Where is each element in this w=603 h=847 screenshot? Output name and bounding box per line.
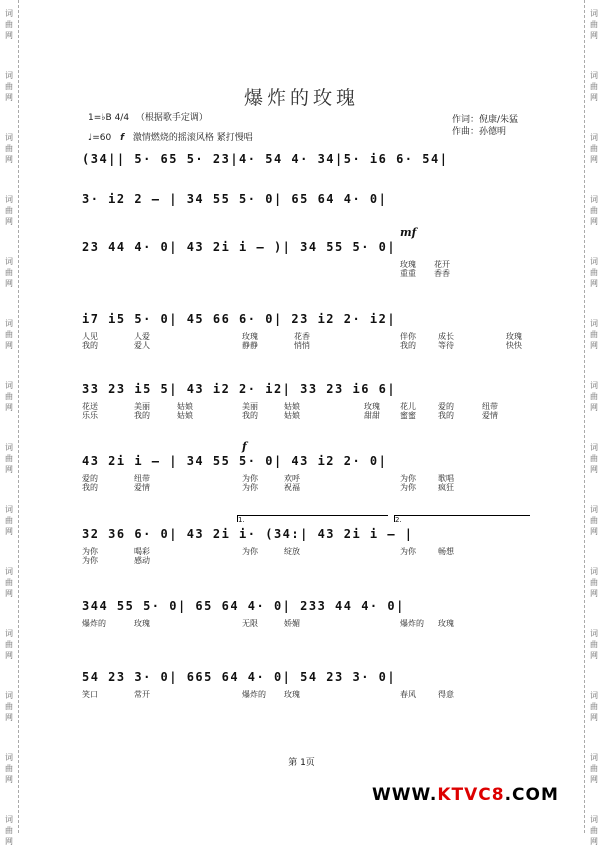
site-logo: WWW.KTVC8.COM (372, 785, 559, 805)
watermark-text: 词 曲 网 (5, 381, 13, 412)
tempo-line (88, 132, 253, 144)
lyric-syllable: 我的 (82, 341, 98, 350)
lyric-syllable: 玫瑰 (364, 402, 380, 411)
watermark-text: 词 曲 网 (5, 815, 13, 846)
lyric-syllable: 姑娘 (284, 411, 300, 420)
lyric-syllable: 为你 (242, 547, 258, 556)
score-row (82, 312, 532, 352)
lyric-syllable: 纽带 (134, 474, 150, 483)
watermark-text: 词 曲 网 (5, 443, 13, 474)
key-signature: 1=♭B 4/4 （根据歌手定调） (88, 113, 208, 123)
notation-line: 344 55 5· 0| 65 64 4· 0| 233 44 4· 0| (82, 599, 405, 613)
lyric-syllable: 乐乐 (82, 411, 98, 420)
watermark-text: 词 曲 网 (5, 9, 13, 40)
lyric-syllable: 香香 (434, 269, 450, 278)
watermark-text: 词 曲 网 (590, 381, 598, 412)
lyric-syllable: 静静 (242, 341, 258, 350)
lyric-syllable: 重重 (400, 269, 416, 278)
lyric-syllable: 悄悄 (294, 341, 310, 350)
watermark-text: 词 曲 网 (590, 629, 598, 660)
dynamic-marking: f (242, 440, 247, 453)
lyric-syllable: 我的 (134, 411, 150, 420)
watermark-text: 词 曲 网 (5, 753, 13, 784)
page-number: 第 1页 (288, 758, 315, 768)
lyric-syllable: 绽放 (284, 547, 300, 556)
lyric-syllable: 爆炸的 (400, 619, 424, 628)
watermark-text: 词 曲 网 (5, 505, 13, 536)
lyric-syllable: 欢呼 (284, 474, 300, 483)
lyric-syllable: 爆炸的 (242, 690, 266, 699)
lyric-syllable: 我的 (82, 483, 98, 492)
watermark-text: 词 曲 网 (590, 815, 598, 846)
watermark-text: 词 曲 网 (5, 629, 13, 660)
lyric-syllable: 美丽 (134, 402, 150, 411)
lyric-syllable: 爱人 (134, 341, 150, 350)
lyric-syllable: 花香 (294, 332, 310, 341)
watermark-text: 词 曲 网 (590, 71, 598, 102)
opening-dynamic: f (120, 133, 125, 143)
lyric-syllable: 常开 (134, 690, 150, 699)
score-row (82, 440, 532, 494)
watermark-text: 词 曲 网 (590, 753, 598, 784)
watermark-text: 词 曲 网 (590, 505, 598, 536)
lyric-syllable: 我的 (242, 411, 258, 420)
notation-line: (34|| 5· 65 5· 23|4· 54 4· 34|5· i6 6· 54| (82, 152, 449, 166)
volta-second: 2. (394, 515, 530, 522)
lyric-syllable: 畅想 (438, 547, 454, 556)
watermark-text: 词 曲 网 (5, 133, 13, 164)
lyric-syllable: 伴你 (400, 332, 416, 341)
lyric-syllable: 花儿 (400, 402, 416, 411)
lyric-syllable: 爱情 (482, 411, 498, 420)
lyricist: 作词：倪康/朱猛 (452, 115, 519, 125)
lyric-syllable: 歌唱 (438, 474, 454, 483)
lyric-syllable: 为你 (400, 483, 416, 492)
lyric-syllable: 快快 (506, 341, 522, 350)
watermark-text: 词 曲 网 (5, 691, 13, 722)
lyric-syllable: 得意 (438, 690, 454, 699)
notation-line: i7 i5 5· 0| 45 66 6· 0| 23 i2 2· i2| (82, 312, 397, 326)
lyric-syllable: 爱的 (82, 474, 98, 483)
credits (452, 114, 518, 138)
lyric-syllable: 姑娘 (177, 402, 193, 411)
notation-line: 3· i2 2 – | 34 55 5· 0| 65 64 4· 0| (82, 192, 388, 206)
lyric-syllable: 玫瑰 (242, 332, 258, 341)
lyric-syllable: 花送 (82, 402, 98, 411)
lyric-syllable: 感动 (134, 556, 150, 565)
lyric-syllable: 春风 (400, 690, 416, 699)
lyric-syllable: 爱情 (134, 483, 150, 492)
lyric-syllable: 姑娘 (177, 411, 193, 420)
notation-line: 32 36 6· 0| 43 2i i· (34:| 43 2i i – | (82, 527, 414, 541)
song-title: 爆炸的玫瑰 (243, 87, 359, 109)
lyric-syllable: 我的 (438, 411, 454, 420)
score-row (82, 152, 532, 192)
lyric-syllable: 喝彩 (134, 547, 150, 556)
score-row (82, 382, 532, 422)
lyric-syllable: 我的 (400, 341, 416, 350)
score-row (82, 192, 532, 232)
watermark-text: 词 曲 网 (590, 567, 598, 598)
composer: 作曲：孙德明 (452, 127, 507, 137)
watermark-text: 词 曲 网 (5, 257, 13, 288)
lyric-syllable: 人见 (82, 332, 98, 341)
lyric-syllable: 姑娘 (284, 402, 300, 411)
dynamic-marking: mf (400, 226, 417, 239)
lyric-syllable: 纽带 (482, 402, 498, 411)
key-note: （根据歌手定调） (135, 113, 208, 123)
lyric-syllable: 为你 (82, 556, 98, 565)
score-row (82, 599, 532, 639)
watermark-text: 词 曲 网 (590, 691, 598, 722)
watermark-text: 词 曲 网 (590, 9, 598, 40)
lyric-syllable: 为你 (400, 474, 416, 483)
lyric-syllable: 爆炸的 (82, 619, 106, 628)
lyric-syllable: 无限 (242, 619, 258, 628)
lyric-syllable: 甜甜 (364, 411, 380, 420)
lyric-syllable: 为你 (242, 474, 258, 483)
lyric-syllable: 爱的 (438, 402, 454, 411)
volta-first: 1. (237, 515, 388, 522)
watermark-text: 词 曲 网 (590, 133, 598, 164)
lyric-syllable: 玫瑰 (134, 619, 150, 628)
lyric-syllable: 疯狂 (438, 483, 454, 492)
notation-line: 54 23 3· 0| 665 64 4· 0| 54 23 3· 0| (82, 670, 397, 684)
lyric-syllable: 祝福 (284, 483, 300, 492)
watermark-text: 词 曲 网 (5, 71, 13, 102)
notation-line: 33 23 i5 5| 43 i2 2· i2| 33 23 i6 6| (82, 382, 397, 396)
lyric-syllable: 为你 (242, 483, 258, 492)
tempo: ♩=60 (88, 133, 112, 143)
lyric-syllable: 美丽 (242, 402, 258, 411)
lyric-syllable: 成长 (438, 332, 454, 341)
watermark-text: 词 曲 网 (5, 195, 13, 226)
lyric-syllable: 蜜蜜 (400, 411, 416, 420)
lyric-syllable: 玫瑰 (438, 619, 454, 628)
left-watermark-strip (0, 0, 19, 846)
score-row (82, 670, 532, 710)
right-watermark-strip (584, 0, 603, 846)
lyric-syllable: 人爱 (134, 332, 150, 341)
watermark-text: 词 曲 网 (590, 319, 598, 350)
watermark-text: 词 曲 网 (590, 257, 598, 288)
watermark-text: 词 曲 网 (590, 195, 598, 226)
lyric-syllable: 为你 (82, 547, 98, 556)
notation-line: 43 2i i – | 34 55 5· 0| 43 i2 2· 0| (82, 454, 388, 468)
watermark-text: 词 曲 网 (5, 319, 13, 350)
watermark-text: 词 曲 网 (5, 567, 13, 598)
lyric-syllable: 花开 (434, 260, 450, 269)
lyric-syllable: 为你 (400, 547, 416, 556)
notation-line: 23 44 4· 0| 43 2i i – )| 34 55 5· 0| (82, 240, 397, 254)
lyric-syllable: 玫瑰 (284, 690, 300, 699)
lyric-syllable: 玫瑰 (506, 332, 522, 341)
style-marking: 激情燃烧的摇滚风格 紧打慢唱 (132, 133, 253, 143)
score-row (82, 226, 532, 280)
lyric-syllable: 娇媚 (284, 619, 300, 628)
lyric-syllable: 笑口 (82, 690, 98, 699)
watermark-text: 词 曲 网 (590, 443, 598, 474)
score-row (82, 516, 532, 567)
lyric-syllable: 玫瑰 (400, 260, 416, 269)
lyric-syllable: 等待 (438, 341, 454, 350)
